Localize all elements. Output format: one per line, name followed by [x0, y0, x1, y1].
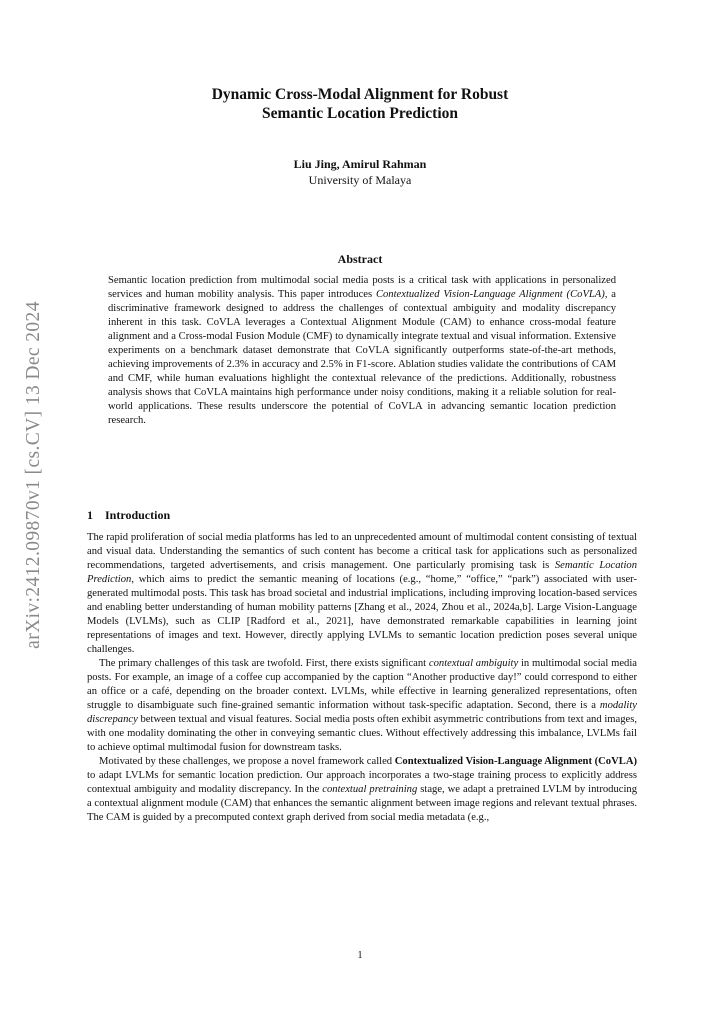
text-segment: Motivated by these challenges, we propose a novel framework called: [99, 756, 395, 767]
author-names: Liu Jing, Amirul Rahman: [293, 157, 427, 171]
section-number: 1: [87, 508, 93, 522]
section-heading: [87, 508, 170, 523]
section-title: Introduction: [105, 508, 171, 522]
arxiv-identifier-stamp: [21, 285, 47, 665]
bold-framework-name: Contextualized Vision-Language Alignment (CoVLA): [394, 756, 637, 767]
emphasis-task-name: Semantic Location Prediction: [87, 560, 637, 585]
page-number: 1: [357, 950, 363, 961]
text-segment: between textual and visual features. Social media posts often exhibit asymmetric contributions from text and images, with one modality dominating the other in conveying semantic clues. Without effectively addressing this imbalance, LVLMs fail to achieve optimal multimodal fusion for downstream tasks.: [87, 714, 637, 753]
text-segment: The rapid proliferation of social media platforms has led to an unprecedented amount of multimodal content consisting of textual and visual data. Understanding the semantics of such content has become a critical task for applications such as personalized recommendations, targeted advertisements, and crisis management. One particularly promising task is: [87, 532, 637, 571]
emphasis-modality-discrepancy: modality discrepancy: [87, 700, 637, 725]
paragraph-3: [87, 755, 637, 825]
abstract-segment: Semantic location prediction from multimodal social media posts is a critical task with applications in personalized services and human mobility analysis. This paper introduces: [108, 275, 616, 300]
title-line-1: Dynamic Cross-Modal Alignment for Robust: [211, 86, 509, 103]
text-segment: , which aims to predict the semantic meaning of locations (e.g., “home,” “office,” “park”) associated with user-generated multimodal posts. This task has broad societal and industrial implications, including improving location-based services and enabling better understanding of human mobility patterns [Zhang et al., 2024, Zhou et al., 2024a,b]. Large Vision-Language Models (LVLMs), such as CLIP [Radford et al., 2021], have demonstrated remarkable capabilities in learning joint representations of images and text. However, directly applying LVLMs to semantic location prediction poses several unique challenges.: [87, 574, 637, 655]
title-line-2: Semantic Location Prediction: [261, 105, 459, 122]
emphasis-contextual-pretraining: contextual pretraining: [322, 784, 418, 795]
paragraph-1: [87, 531, 637, 657]
paragraph-2: [87, 657, 637, 755]
paper-title: [110, 85, 610, 123]
arxiv-identifier: arXiv:2412.09870v1 [cs.CV] 13 Dec 2024: [23, 301, 45, 649]
abstract-segment: , a discriminative framework designed to address the challenges of contextual ambiguity and modality discrepancy inherent in this task. CoVLA leverages a Contextual Alignment Module (CAM) to enhance cross-modal feature alignment and a Cross-modal Fusion Module (CMF) to dynamically integrate textual and visual information. Extensive experiments on a benchmark dataset demonstrate that CoVLA significantly outperforms state-of-the-art methods, achieving improvements of 2.3% in accuracy and 2.5% in F1-score. Ablation studies validate the contributions of CAM and CMF, while human evaluations highlight the contextual relevance of the predictions. Additionally, robustness analysis shows that CoVLA maintains high performance under noisy conditions, making it a reliable solution for real-world applications. These results underscore the potential of CoVLA in advancing semantic location prediction research.: [108, 289, 617, 426]
text-segment: in multimodal social media posts. For example, an image of a coffee cup accompanied by the caption “Another productive day!” could correspond to either an office or a café, depending on the broader context. LVLMs, while effective in learning generalized representations, often struggle to disambiguate such fine-grained semantic information without task-specific adaptation. Second, there is a: [87, 658, 637, 711]
author-affiliation: University of Malaya: [308, 173, 412, 187]
author-block: [110, 156, 610, 188]
introduction-body: [87, 531, 637, 825]
emphasis-contextual-ambiguity: contextual ambiguity: [428, 658, 519, 669]
abstract-heading: Abstract: [337, 252, 383, 266]
text-segment: The primary challenges of this task are twofold. First, there exists significant: [99, 658, 429, 669]
text-segment: stage, we adapt a pretrained LVLM by introducing a contextual alignment module (CAM) that enhances the semantic alignment between image regions and relevant textual phrases. The CAM is guided by a precomputed context graph derived from social media metadata (e.g.,: [87, 784, 637, 823]
text-segment: to adapt LVLMs for semantic location prediction. Our approach incorporates a two-stage training process to explicitly address contextual ambiguity and modality discrepancy. In the: [87, 770, 637, 795]
abstract-framework-name: Contextualized Vision-Language Alignment (CoVLA): [375, 289, 605, 300]
abstract-text: [108, 274, 616, 428]
